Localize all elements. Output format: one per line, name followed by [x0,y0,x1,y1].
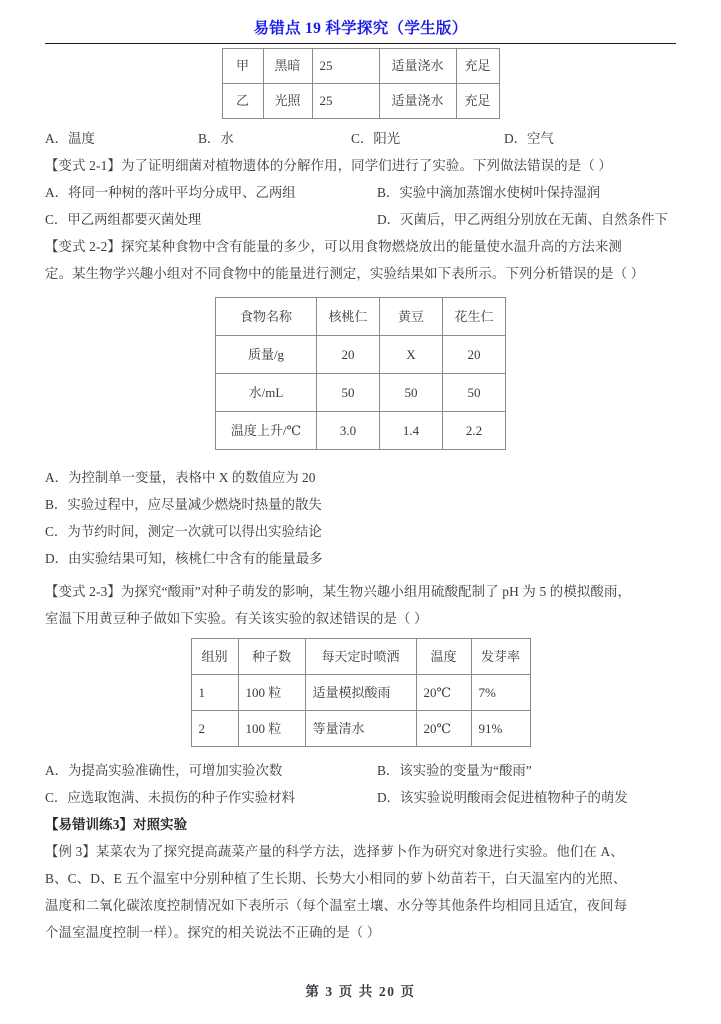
table-row [191,711,530,747]
header-germination-rate: 发芽率 [471,639,530,675]
cell-temp: 25 [312,84,379,119]
variant-2-1-options-row-1 [45,179,676,206]
example-3-line-1: 【例 3】某菜农为了探究提高蔬菜产量的科学方法，选择萝卜作为研究对象进行实验。他们在 A、 [45,844,624,859]
header-seed-count: 种子数 [238,639,305,675]
variant-2-3-options-row-1 [45,757,676,784]
cell-mass-walnut: 20 [317,336,380,374]
cell-air: 充足 [456,49,499,84]
header-soybean: 黄豆 [380,298,443,336]
cell-group: 甲 [222,49,263,84]
cell-water-soybean: 50 [380,374,443,412]
cell-light: 光照 [263,84,312,119]
cell-temperature: 20℃ [416,711,471,747]
cell-group: 乙 [222,84,263,119]
cell-water: 适量浇水 [379,49,456,84]
cell-mass-soybean: X [380,336,443,374]
page-footer: 第 3 页 共 20 页 [305,984,416,999]
table-header-row [216,298,506,336]
cell-mass-peanut: 20 [443,336,506,374]
table-row [216,336,506,374]
cell-air: 充足 [456,84,499,119]
header-group: 组别 [191,639,238,675]
table-row [222,84,499,119]
variant-2-2-stem-line-1: 【变式 2-2】探究某种食物中含有能量的多少，可以用食物燃烧放出的能量使水温升高的方法来测 [45,239,622,254]
example-3-line-2: B、C、D、E 五个温室中分别种植了生长期、长势大小相同的萝卜幼苗若干，白天温室内的光照、 [45,871,627,886]
header-food-name: 食物名称 [216,298,317,336]
table-row [222,49,499,84]
option-b[interactable]: B．水 [198,131,234,146]
training-3-heading-text: 【易错训练3】对照实验 [45,817,188,832]
option-b[interactable]: B．实验中滴加蒸馏水使树叶保持湿润 [377,185,601,200]
cell-water: 适量浇水 [379,84,456,119]
cell-temp-peanut: 2.2 [443,412,506,450]
header-daily-spray: 每天定时喷洒 [305,639,416,675]
option-a[interactable]: A．为控制单一变量，表格中 X 的数值应为 20 [45,470,316,485]
cell-group: 1 [191,675,238,711]
header-walnut: 核桃仁 [317,298,380,336]
option-c[interactable]: C．甲乙两组都要灭菌处理 [45,212,202,227]
table-food-energy [215,297,506,450]
table-header-row [191,639,530,675]
table-food-wrap [45,297,676,450]
option-b[interactable]: B．该实验的变量为“酸雨” [377,763,532,778]
option-a[interactable]: A．将同一种树的落叶平均分成甲、乙两组 [45,185,296,200]
variant-2-1-options-row-2 [45,206,676,233]
option-d[interactable]: D．灭菌后，甲乙两组分别放在无菌、自然条件下 [377,212,668,227]
header-peanut: 花生仁 [443,298,506,336]
table-acid-rain [191,638,531,747]
cell-germination-rate: 7% [471,675,530,711]
option-c[interactable]: C．阳光 [351,131,401,146]
cell-germination-rate: 91% [471,711,530,747]
table-conditions [222,48,500,119]
table-row [191,675,530,711]
option-d[interactable]: D．由实验结果可知，核桃仁中含有的能量最多 [45,551,323,566]
training-3-heading [45,811,676,838]
variant-2-2-option-a-row [45,464,676,491]
cell-temp-walnut: 3.0 [317,412,380,450]
variant-2-2-option-d-row [45,545,676,572]
variant-2-3-stem-line-1: 【变式 2-3】为探究“酸雨”对种子萌发的影响，某生物兴趣小组用硫酸配制了 pH 为 5 的模拟酸雨， [45,584,632,599]
row-label-mass: 质量/g [216,336,317,374]
variant-2-2-stem-line-2: 定。某生物学兴趣小组对不同食物中的能量进行测定，实验结果如下表所示。下列分析错误的是（ ） [45,266,645,281]
cell-daily-spray: 适量模拟酸雨 [305,675,416,711]
cell-seed-count: 100 粒 [238,711,305,747]
variant-2-1-stem: 【变式 2-1】为了证明细菌对植物遗体的分解作用，同学们进行了实验。下列做法错误的是（ ） [45,158,612,173]
option-b[interactable]: B．实验过程中，应尽量减少燃烧时热量的散失 [45,497,322,512]
header-temperature: 温度 [416,639,471,675]
variant-2-2-option-c-row [45,518,676,545]
table-row [216,374,506,412]
option-c[interactable]: C．应选取饱满、未损伤的种子作实验材料 [45,790,295,805]
cell-daily-spray: 等量清水 [305,711,416,747]
variant-2-3-options-row-2 [45,784,676,811]
document-content [45,48,676,946]
header-divider [45,43,676,44]
option-d[interactable]: D．空气 [504,131,554,146]
cell-seed-count: 100 粒 [238,675,305,711]
variant-2-3-stem-line-2: 室温下用黄豆种子做如下实验。有关该实验的叙述错误的是（ ） [45,611,428,626]
option-a[interactable]: A．温度 [45,131,95,146]
table-row [216,412,506,450]
example-3-line-3: 温度和二氧化碳浓度控制情况如下表所示（每个温室土壤、水分等其他条件均相同且适宜，夜间每 [45,898,628,913]
question-1-options [45,125,676,152]
row-label-water: 水/mL [216,374,317,412]
cell-light: 黑暗 [263,49,312,84]
cell-temp-soybean: 1.4 [380,412,443,450]
table-acid-wrap [45,638,676,747]
cell-water-walnut: 50 [317,374,380,412]
option-a[interactable]: A．为提高实验准确性，可增加实验次数 [45,763,283,778]
cell-temperature: 20℃ [416,675,471,711]
cell-temp: 25 [312,49,379,84]
example-3-line-4: 个温室温度控制一样）。探究的相关说法不正确的是（ ） [45,925,381,940]
cell-water-peanut: 50 [443,374,506,412]
option-d[interactable]: D．该实验说明酸雨会促进植物种子的萌发 [377,790,628,805]
option-c[interactable]: C．为节约时间，测定一次就可以得出实验结论 [45,524,322,539]
cell-group: 2 [191,711,238,747]
row-label-temp-rise: 温度上升/℃ [216,412,317,450]
table-conditions-wrap [45,48,676,119]
variant-2-2-option-b-row [45,491,676,518]
page-title: 易错点 19 科学探究（学生版） [253,20,468,37]
